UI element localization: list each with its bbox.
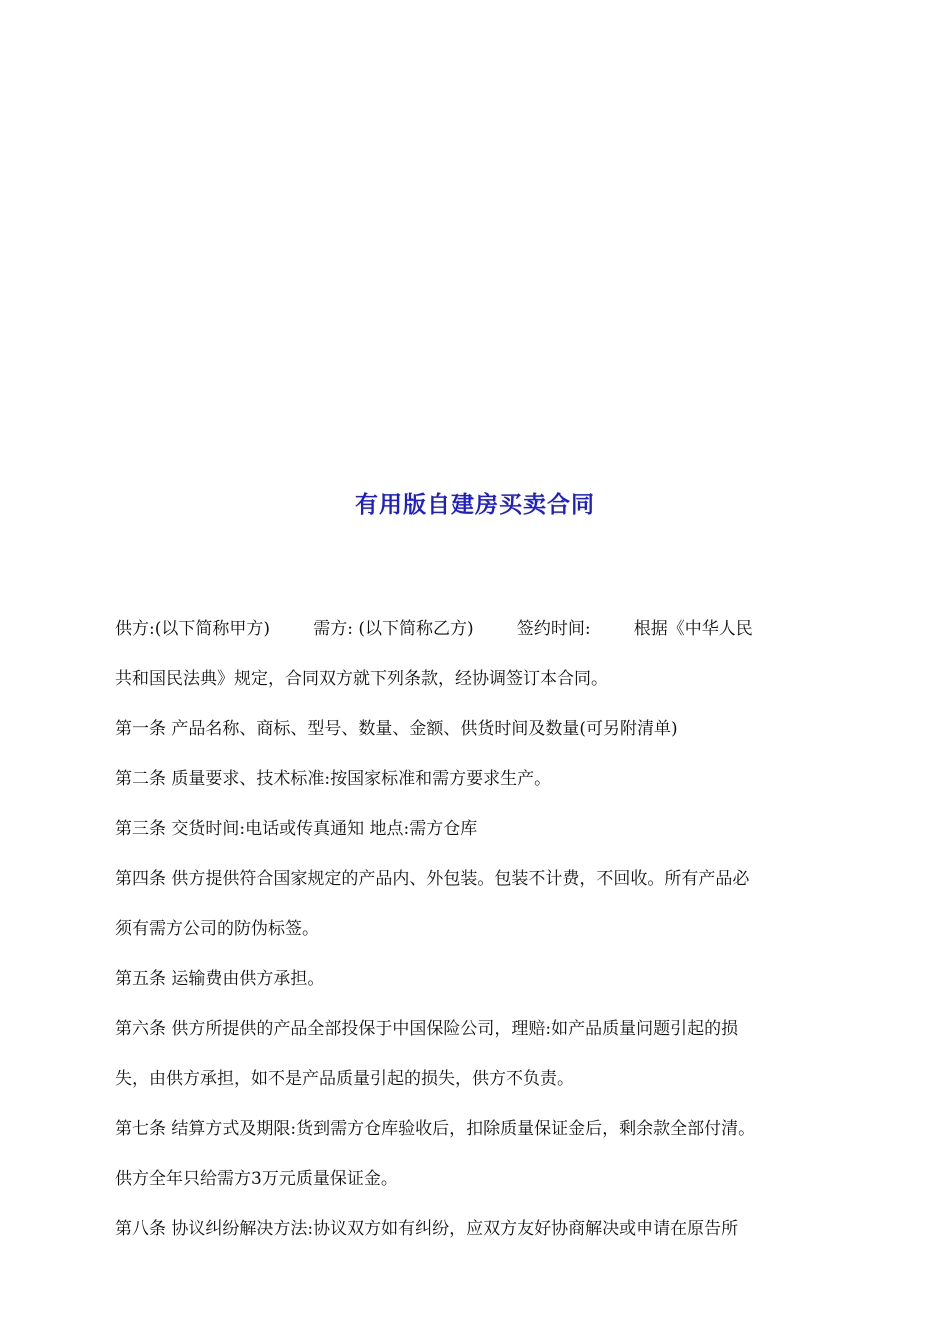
contract-line-2: 共和国民法典》规定，合同双方就下列条款，经协调签订本合同。 [115,669,608,689]
clause-3: 第三条 交货时间:电话或传真通知 地点:需方仓库 [115,819,478,839]
contract-body [115,604,840,1254]
clause-4: 第四条 供方提供符合国家规定的产品内、外包装。包装不计费，不回收。所有产品必 [115,869,750,889]
contract-line-1: 供方:(以下简称甲方) 需方: (以下简称乙方) 签约时间: 根据《中华人民 [115,619,753,639]
clause-4-continued: 须有需方公司的防伪标签。 [115,919,319,939]
clause-8: 第八条 协议纠纷解决方法:协议双方如有纠纷，应双方友好协商解决或申请在原告所 [115,1219,739,1239]
clause-6-continued: 失，由供方承担，如不是产品质量引起的损失，供方不负责。 [115,1069,574,1089]
clause-2: 第二条 质量要求、技术标准:按国家标准和需方要求生产。 [115,769,552,789]
document-title: 有用版自建房买卖合同 [355,492,595,518]
clause-7: 第七条 结算方式及期限:货到需方仓库验收后，扣除质量保证金后，剩余款全部付清。 [115,1119,756,1139]
clause-6: 第六条 供方所提供的产品全部投保于中国保险公司，理赔:如产品质量问题引起的损 [115,1019,739,1039]
clause-7-continued: 供方全年只给需方3万元质量保证金。 [115,1169,398,1189]
clause-1: 第一条 产品名称、商标、型号、数量、金额、供货时间及数量(可另附清单) [115,719,678,739]
clause-5: 第五条 运输费由供方承担。 [115,969,325,989]
